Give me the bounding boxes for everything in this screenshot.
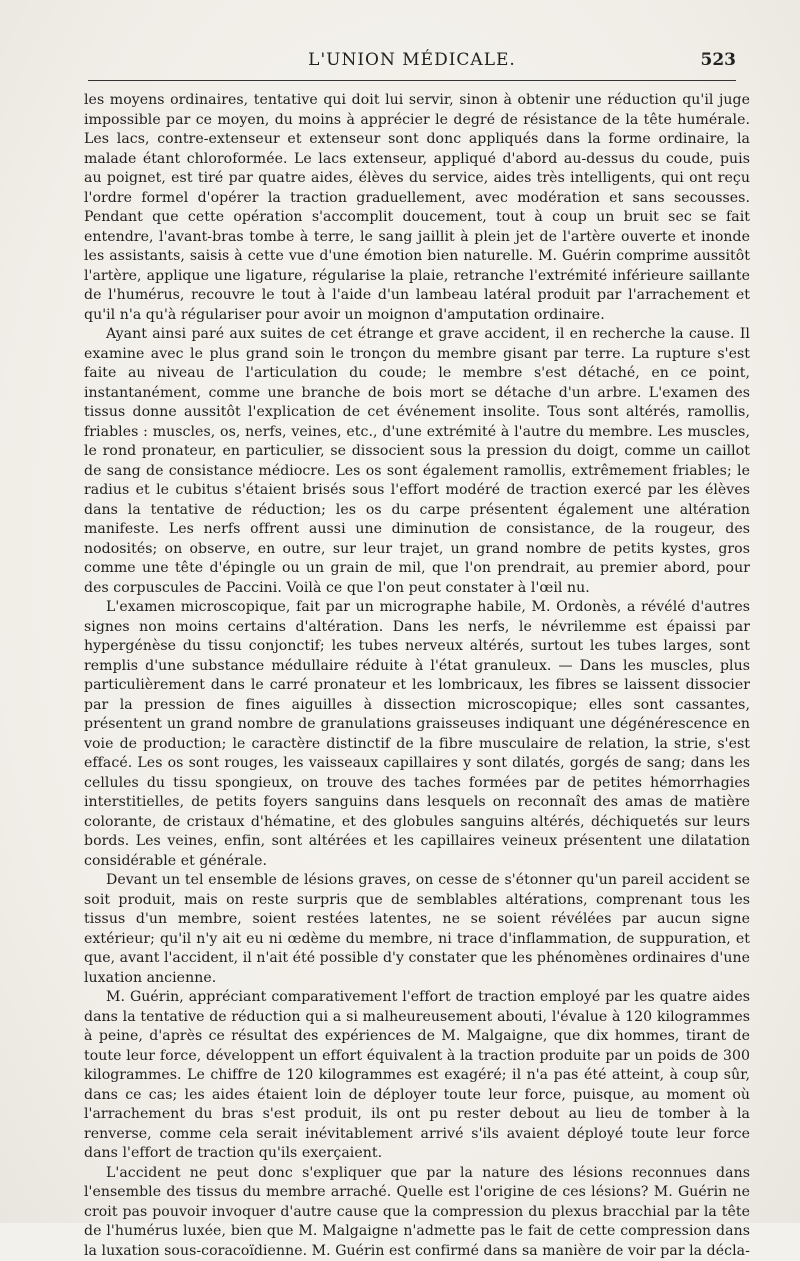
- article-body: [84, 91, 750, 1261]
- header-rule: [88, 80, 736, 81]
- paragraph-6: L'accident ne peut donc s'expliquer que par la nature des lésions reconnues dans l'ensemble des tissus du membre arraché. Quelle est l'origine de ces lésions? M. Guérin ne croit pas pouvoir invoquer d'autre cause que la compression du plexus bracchial par la tête de l'humérus luxée, bien que M. Malgaigne n'admette pas le fait de cette compression dans la luxation sous-coracoïdienne. M. Guérin est confirmé dans sa manière de voir par la décla-: [84, 1164, 750, 1261]
- paragraph-2: Ayant ainsi paré aux suites de cet étrange et grave accident, il en recherche la cause. Il examine avec le plus grand soin le tronçon du membre gisant par terre. La rupture s'est faite au niveau de l'articulation du coude; le membre s'est détaché, en ce point, instantanément, comme une branche de bois mort se détache d'un arbre. L'examen des tissus donne aussitôt l'explication de cet événement insolite. Tous sont altérés, ramollis, friables : muscles, os, nerfs, veines, etc., d'une extrémité à l'autre du membre. Les muscles, le rond pronateur, en particulier, se dissocient sous la pression du doigt, comme un caillot de sang de consistance médiocre. Les os sont également ramollis, extrêmement friables; le radius et le cubitus s'étaient brisés sous l'effort modéré de traction exercé par les élèves dans la tentative de réduction; les os du carpe présentent également une altération manifeste. Les nerfs offrent aussi une diminution de consistance, de la rougeur, des nodosités; on observe, en outre, sur leur trajet, un grand nombre de petits kystes, gros comme une tête d'épingle ou un grain de mil, que l'on prendrait, au premier abord, pour des corpuscules de Paccini. Voilà ce que l'on peut constater à l'œil nu.: [84, 325, 750, 598]
- page-number: 523: [701, 50, 737, 70]
- paragraph-3: L'examen microscopique, fait par un micrographe habile, M. Ordonès, a révélé d'autres signes non moins certains d'altération. Dans les nerfs, le névrilemme est épaissi par hypergénèse du tissu conjonctif; les tubes nerveux altérés, surtout les tubes larges, sont remplis d'une substance médullaire réduite à l'état granuleux. — Dans les muscles, plus particulièrement dans le carré pronateur et les lombricaux, les fibres se laissent dissocier par la pression de fines aiguilles à dissection microscopique; elles sont cassantes, présentent un grand nombre de granulations graisseuses indiquant une dégénérescence en voie de production; le caractère distinctif de la fibre musculaire de relation, la strie, s'est effacé. Les os sont rouges, les vaisseaux capillaires y sont dilatés, gorgés de sang; dans les cellules du tissu spongieux, on trouve des taches formées par de petites hémorrhagies interstitielles, de petits foyers sanguins dans lesquels on reconnaît des amas de matière colorante, de cristaux d'hématine, et des globules sanguins altérés, déchiquetés sur leurs bords. Les veines, enfin, sont altérées et les capillaires veineux présentent une dilatation considérable et générale.: [84, 598, 750, 871]
- paragraph-5: M. Guérin, appréciant comparativement l'effort de traction employé par les quatre aides dans la tentative de réduction qui a si malheureusement abouti, l'évalue à 120 kilogrammes à peine, d'après ce résultat des expériences de M. Malgaigne, que dix hommes, tirant de toute leur force, développent un effort équivalent à la traction produite par un poids de 300 kilogrammes. Le chiffre de 120 kilogrammes est exagéré; il n'a pas été atteint, à coup sûr, dans ce cas; les aides étaient loin de déployer toute leur force, puisque, au moment où l'arrachement du bras s'est produit, ils ont pu rester debout au lieu de tomber à la renverse, comme cela serait inévitablement arrivé s'ils avaient déployé toute leur force dans l'effort de traction qu'ils exerçaient.: [84, 988, 750, 1164]
- paragraph-1: les moyens ordinaires, tentative qui doit lui servir, sinon à obtenir une réduction qu'il juge impossible par ce moyen, du moins à apprécier le degré de résistance de la tête humérale. Les lacs, contre-extenseur et extenseur sont donc appliqués dans la forme ordinaire, la malade étant chloroformée. Le lacs extenseur, appliqué d'abord au-dessus du coude, puis au poignet, est tiré par quatre aides, élèves du service, aides très intelligents, qui ont reçu l'ordre formel d'opérer la traction graduellement, avec modération et sans secousses. Pendant que cette opération s'accomplit doucement, tout à coup un bruit sec se fait entendre, l'avant-bras tombe à terre, le sang jaillit à plein jet de l'artère ouverte et inonde les assistants, saisis à cette vue d'une émotion bien naturelle. M. Guérin comprime aussitôt l'artère, applique une ligature, régularise la plaie, retranche l'extrémité inférieure saillante de l'humérus, recouvre le tout à l'aide d'un lambeau latéral produit par l'arrachement et qu'il n'a qu'à régulariser pour avoir un moignon d'amputation ordinaire.: [84, 91, 750, 325]
- paragraph-4: Devant un tel ensemble de lésions graves, on cesse de s'étonner qu'un pareil accident se soit produit, mais on reste surpris que de semblables altérations, comprenant tous les tissus d'un membre, soient restées latentes, ne se soient révélées par aucun signe extérieur; qu'il n'y ait eu ni œdème du membre, ni trace d'inflammation, de suppuration, et que, avant l'accident, il n'ait été possible d'y constater que les phénomènes ordinaires d'une luxation ancienne.: [84, 871, 750, 988]
- page-header: [88, 46, 736, 76]
- running-title: L'UNION MÉDICALE.: [88, 50, 736, 70]
